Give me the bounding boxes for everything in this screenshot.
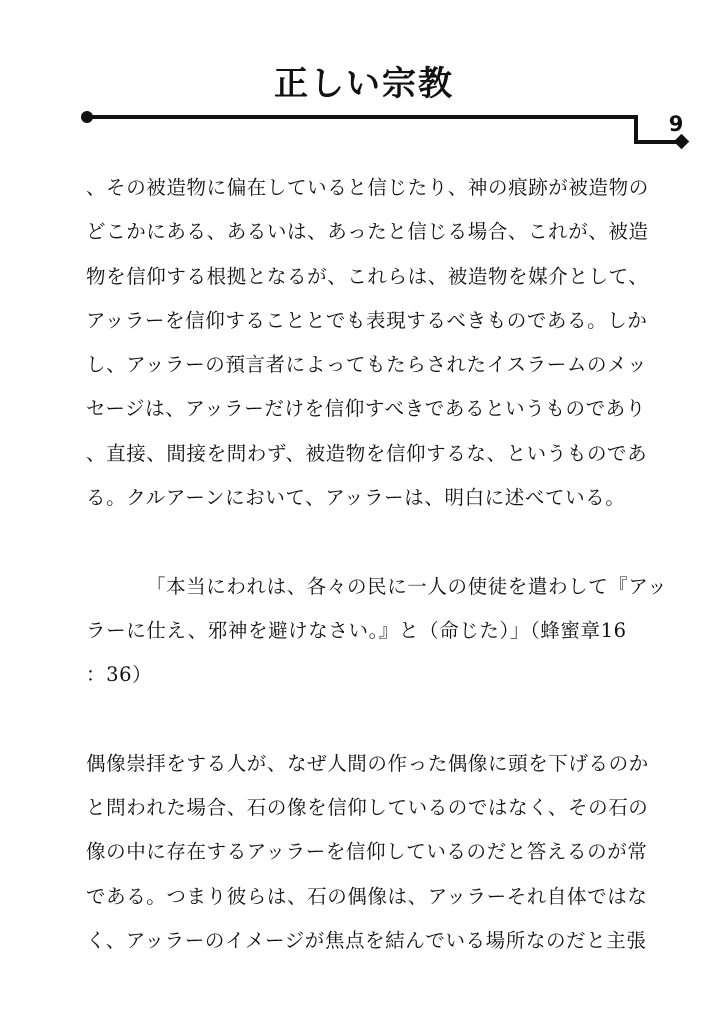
text-line: し、アッラーの預言者によってもたらされたイスラームのメッ: [86, 353, 648, 377]
rule-line: [87, 117, 682, 142]
text-line: どこかにある、あるいは、あったと信じる場合、これが、被造: [86, 220, 649, 244]
rule-diamond-right: [674, 134, 690, 150]
quote-line: 「本当にわれは、各々の民に一人の使徒を遣わして『アッ: [146, 574, 668, 598]
paragraph-gap: [86, 698, 696, 742]
text-line: 、その被造物に偏在していると信じたり、神の痕跡が被造物の: [86, 176, 649, 199]
text-line: る。クルアーンにおいて、アッラーは、明白に述べている。: [86, 486, 626, 510]
quote-line: ：36）: [86, 663, 153, 687]
text-line: である。つまり彼らは、石の偶像は、アッラーそれ自体ではな: [86, 884, 648, 908]
text-line: く、アッラーのイメージが焦点を結んでいる場所なのだと主張: [86, 929, 647, 953]
header-rule: [0, 0, 728, 160]
paragraph-gap: [86, 520, 696, 564]
text-line: セージは、アッラーだけを信仰すべきであるというものであり: [86, 397, 646, 421]
text-line: アッラーを信仰することとでも表現するべきものである。しか: [86, 308, 648, 332]
text-line: 物を信仰する根拠となるが、これらは、被造物を媒介として、: [86, 264, 649, 288]
text-line: 偶像崇拝をする人が、なぜ人間の作った偶像に頭を下げるのか: [86, 751, 649, 775]
page-number: 9: [668, 112, 684, 136]
body-text: [86, 166, 696, 963]
text-line: と問われた場合、石の像を信仰しているのではなく、その石の: [86, 796, 649, 820]
quote-line: ラーに仕え、邪神を避けなさい。』と（命じた）」（蜂蜜章16: [86, 618, 627, 642]
page-title: 正しい宗教: [274, 64, 454, 104]
text-line: 像の中に存在するアッラーを信仰しているのだと答えるのが常: [86, 840, 648, 864]
text-line: 、直接、間接を問わず、被造物を信仰するな、というものであ: [86, 441, 648, 465]
